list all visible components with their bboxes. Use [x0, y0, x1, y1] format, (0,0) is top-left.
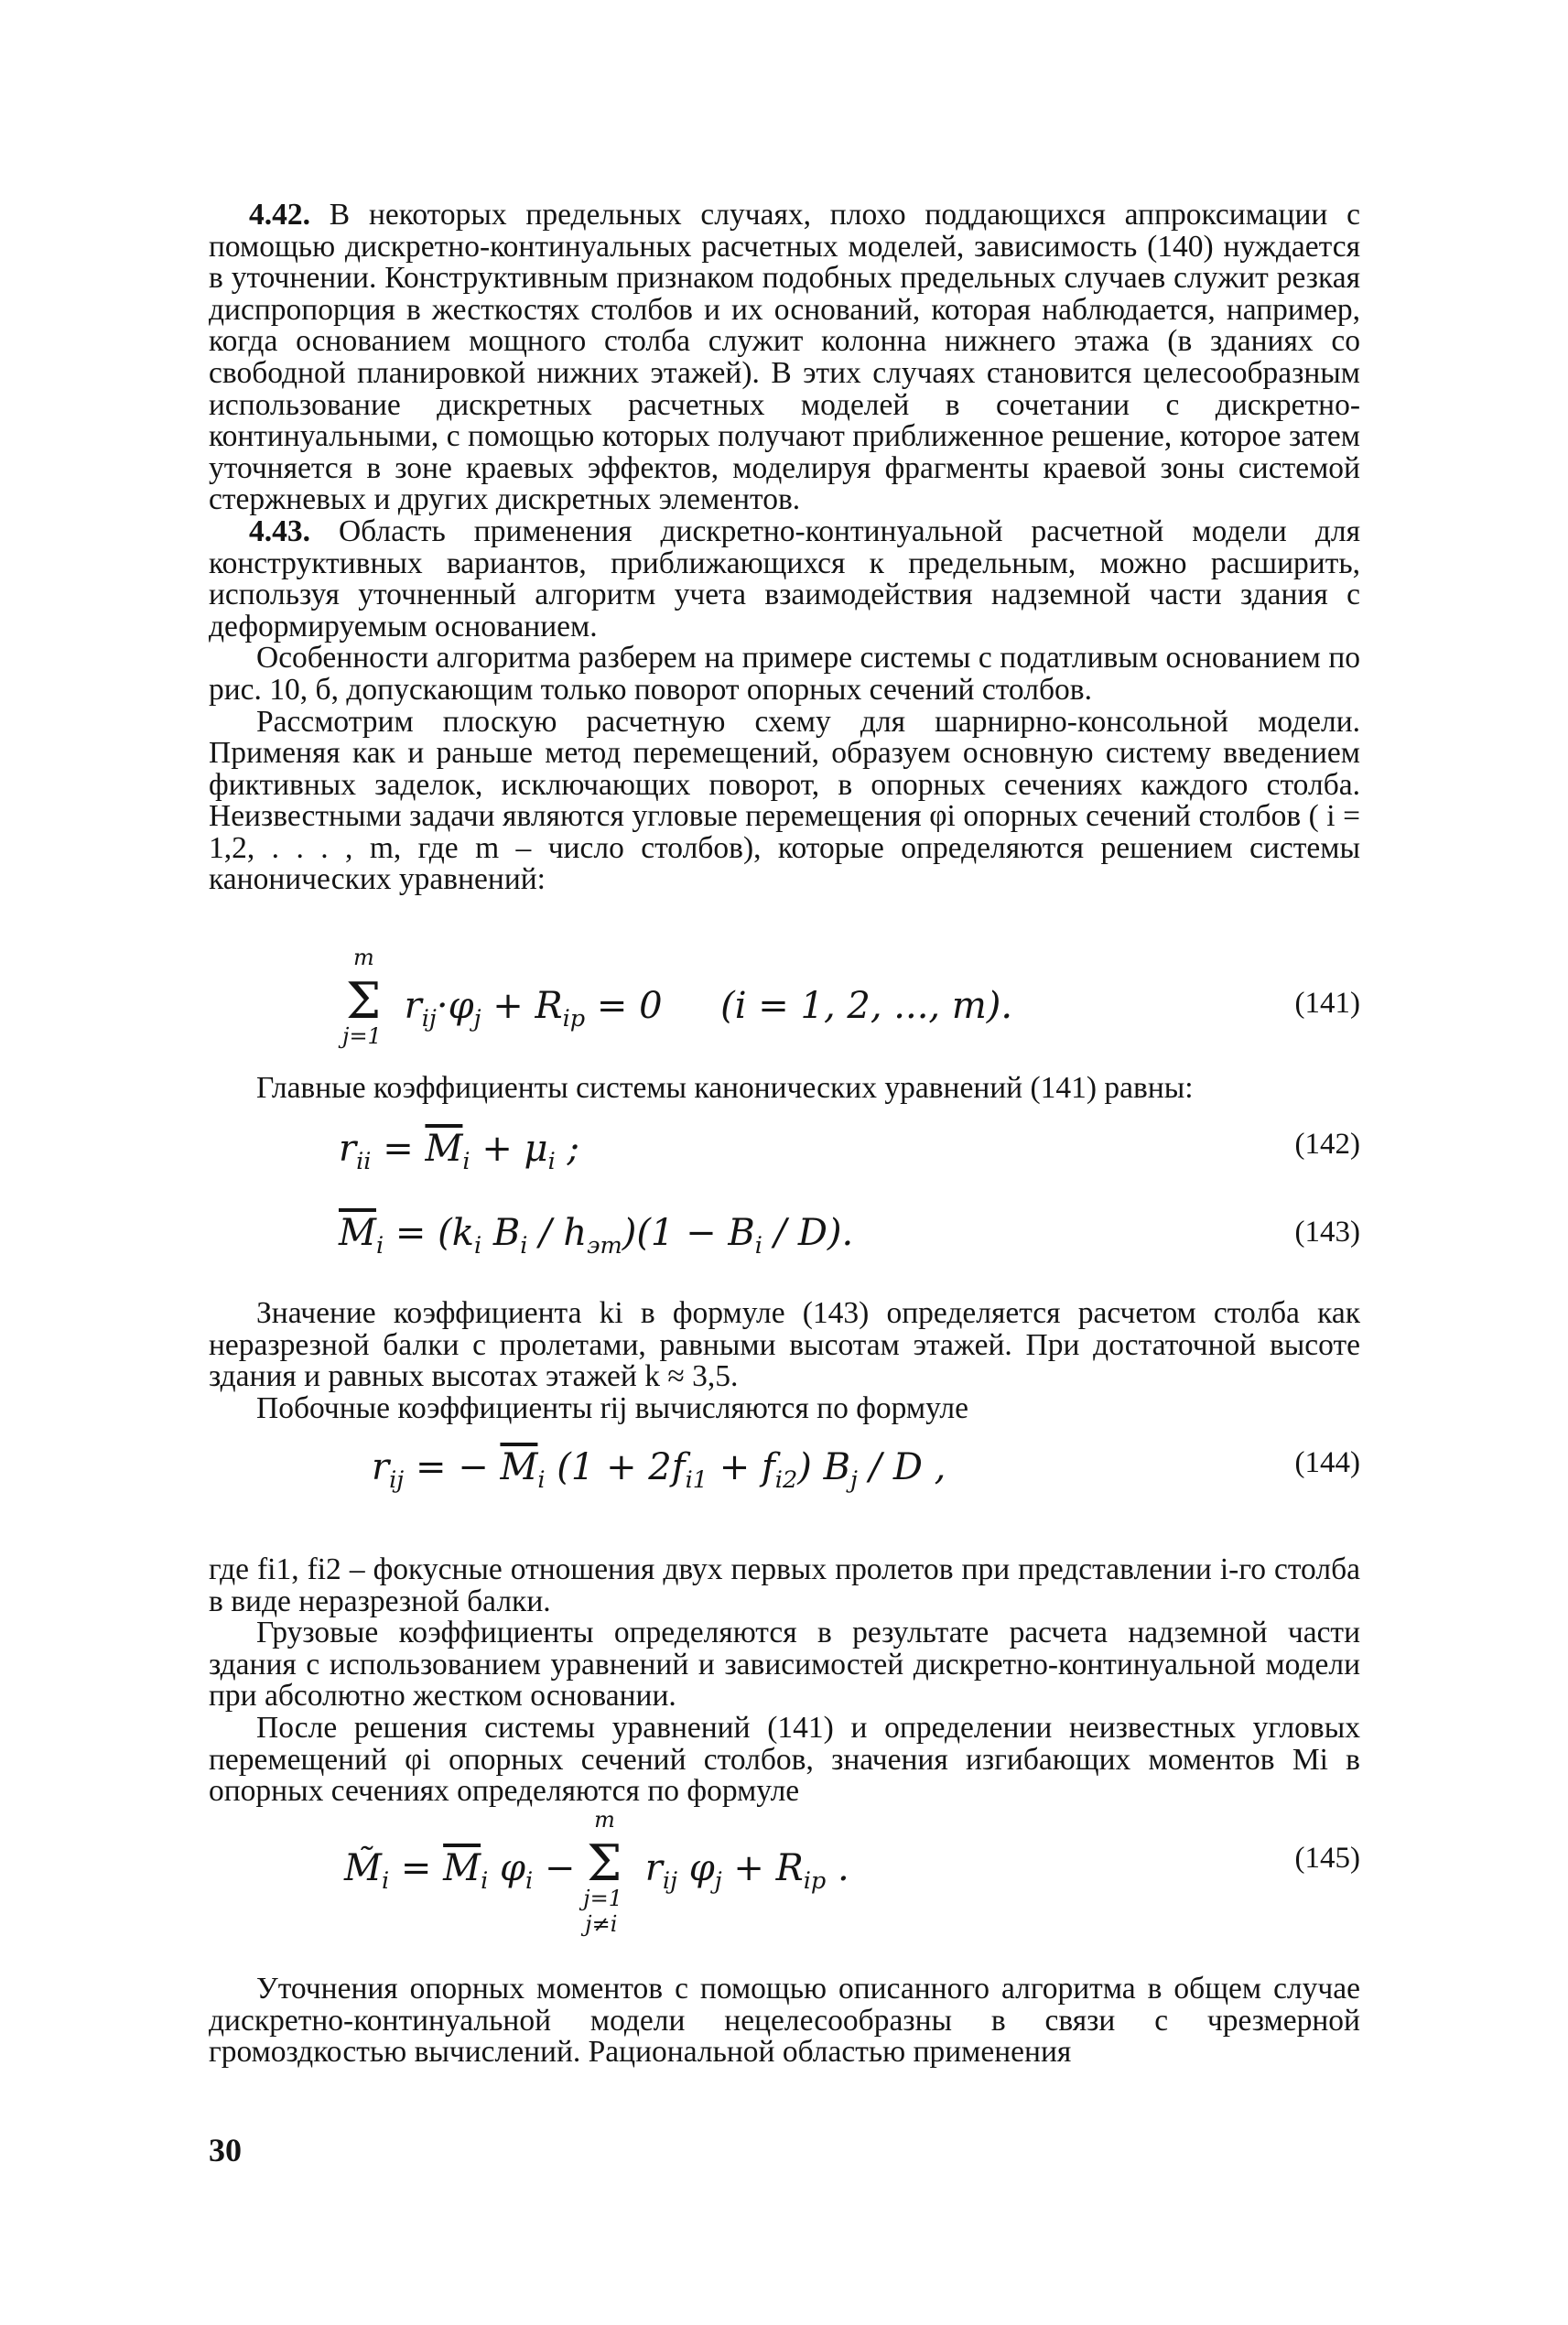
equation-145: [209, 1807, 1360, 1948]
paragraph-load-coef: Грузовые коэффициенты определяются в результате расчета надземной части здания с использованием уравнений и зависимостей дискретно-континуальной модели при абсолютно жестком основании.: [209, 1616, 1360, 1714]
equation-144: [209, 1439, 1360, 1503]
equation-141-body: Σ m j=1 $r_{ij}\cdot\varphi_j + R_{ip} = 0$ (i = 1, 2, ..., m).: [342, 945, 1013, 1049]
equation-number: (143): [1294, 1216, 1360, 1249]
equation-number: (141): [1294, 987, 1360, 1020]
text-block-4: [209, 1974, 1360, 2069]
page-number: 30: [209, 2132, 242, 2168]
paragraph-side-coef: Побочные коэффициенты rij вычисляются по формуле: [256, 1390, 968, 1425]
text-block-2: [209, 1298, 1360, 1424]
text-block-3: [209, 1554, 1360, 1808]
paragraph-refinement: Уточнения опорных моментов с помощью описанного алгоритма в общем случае дискретно-континуальной модели нецелесообразны в связи с чрезмерной громоздкостью вычислений. Рациональной областью применения: [209, 1972, 1360, 2070]
paragraph-4-42: 4.42. В некоторых предельных случаях, плохо поддающихся аппроксимации с помощью дискретно-континуальных расчетных моделей, зависимость (140) нуждается в уточнении. Конструктивным признаком подобных предельных случаев служит резкая диспропорция в жесткостях столбов и их оснований, которая наблюдается, например, когда основанием мощного столба служит колонна нижнего этажа (в зданиях со свободной планировкой нижних этажей). В этих случаях становится целесообразным использование дискретных расчетных моделей в сочетании с дискретно-континуальными, с помощью которых получают приближенное решение, которое затем уточняется в зоне краевых эффектов, моделируя фрагменты краевой зоны системой стержневых и других дискретных элементов.: [209, 198, 1360, 517]
equation-number: (144): [1294, 1446, 1360, 1479]
equation-144-body: $r_{ij}$ = − $\overline{M}_i$ $(1 + 2f_{i1} + f_{i2})$ $B_j$ / D ,: [372, 1446, 946, 1494]
text-block-1: [209, 200, 1360, 896]
equation-143-body: $\overline{M}_i = (k_i$ $B_i / h_{эт})(1 - B_i / D)$.: [339, 1212, 854, 1260]
equation-number: (142): [1294, 1128, 1360, 1161]
paragraph-features: Особенности алгоритма разберем на примере системы с податливым основанием по рис. 10, б, допускающим только поворот опорных сечений столбов.: [209, 641, 1360, 707]
paragraph-ki: Значение коэффициента ki в формуле (143) определяется расчетом столба как неразрезной балки с пролетами, равными высотам этажей. При достаточной высоте здания и равных высотах этажей k ≈ 3,5.: [209, 1296, 1360, 1394]
text-main-coefficients: Главные коэффициенты системы канонических уравнений (141) равны:: [256, 1071, 1194, 1105]
equation-143: [209, 1206, 1360, 1261]
equation-142: [209, 1122, 1360, 1177]
paragraph-consider: Рассмотрим плоскую расчетную схему для шарнирно-консольной модели. Применяя как и раньше метод перемещений, образуем основную систему введением фиктивных заделок, исключающих поворот, в опорных сечениях каждого столба. Неизвестными задачи являются угловые перемещения φi опорных сечений столбов ( i = 1,2, . . . , m, где m – число столбов), которые определяются решением системы канонических уравнений:: [209, 704, 1360, 897]
equation-145-body: $M̃_i = \overline{M}_i$ $\varphi_i - \Sigma$ m j=1 j≠i $r_{ij}$ $\varphi_j + R_{ip}$ .: [344, 1807, 849, 1937]
clause-number: 4.43.: [249, 514, 310, 548]
paragraph-4-43: 4.43. Область применения дискретно-континуальной расчетной модели для конструктивных вариантов, приближающихся к предельным, можно расширить, используя уточненный алгоритм учета взаимодействия надземной части здания с деформируемым основанием.: [209, 514, 1360, 643]
paragraph-after-solution: После решения системы уравнений (141) и определении неизвестных угловых перемещений φi опорных сечений столбов, значения изгибающих моментов Mi в опорных сечениях определяются по формуле: [209, 1710, 1360, 1809]
equation-142-body: $r_{ii} = \overline{M}_i + \mu_i$ ;: [339, 1128, 579, 1175]
paragraph-where: где fi1, fi2 – фокусные отношения двух первых пролетов при представлении i-го столба в виде неразрезной балки.: [209, 1552, 1360, 1618]
clause-number: 4.42.: [249, 198, 310, 232]
equation-141: [209, 945, 1360, 1054]
equation-number: (145): [1294, 1842, 1360, 1875]
